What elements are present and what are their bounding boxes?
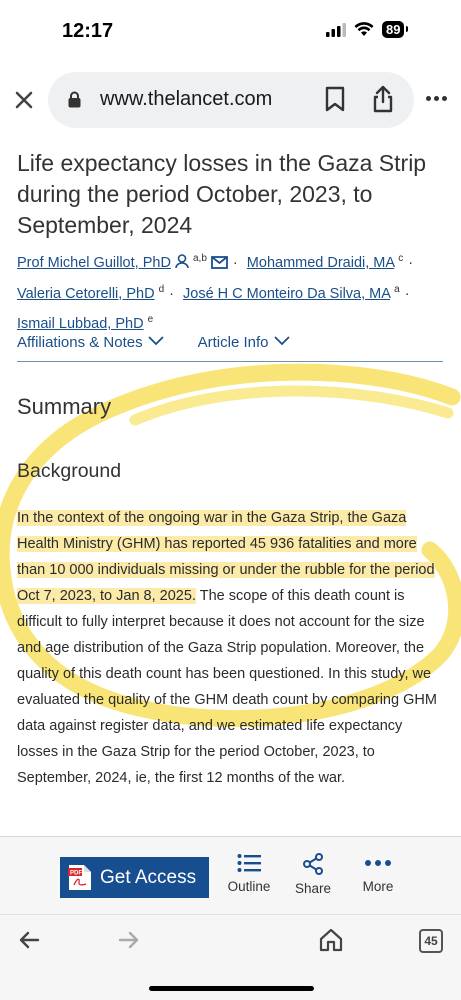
share-label: Share [294, 881, 332, 896]
outline-label: Outline [227, 879, 271, 894]
chevron-down-icon [148, 334, 164, 346]
share-nodes-icon [302, 853, 324, 875]
list-icon [237, 853, 261, 873]
author-link[interactable]: José H C Monteiro Da Silva, MA [183, 285, 391, 302]
svg-text:PDF: PDF [70, 870, 82, 877]
author-list: Prof Michel Guillot, PhD $^{a,b}$ · Mohammed Draidi, MA $^c$ · Valeria Cetorelli, PhD $^d$ · José H C Monteiro Da Silva, MA $^a$ · Ismail Lubbad, PhD $^e$ [17, 253, 414, 332]
tab-label: Affiliations & Notes [17, 334, 143, 351]
author-link[interactable]: Prof Michel Guillot, PhD [17, 255, 171, 271]
browser-nav-bar [0, 914, 461, 1000]
affiliation-superscript: d [158, 283, 165, 295]
mail-icon[interactable] [211, 256, 228, 269]
address-bar[interactable] [48, 72, 414, 128]
chevron-down-icon [274, 334, 290, 346]
get-access-button[interactable] [60, 857, 209, 898]
more-button[interactable] [348, 853, 408, 894]
status-bar [0, 0, 461, 62]
person-icon[interactable] [175, 254, 189, 269]
abstract-text [17, 505, 447, 791]
tab-affiliations-notes[interactable] [17, 334, 164, 361]
highlighted-text: In the context of the ongoing war in the Gaza Strip, the Gaza Health Ministry (GHM) has reported 45 936 fatalities and more than 10 000 individuals missing or under the rubble for the period Oct 7, 2023, to Jan 8, 2025. [17, 510, 435, 604]
status-time: 12:17 [62, 20, 114, 42]
share-icon[interactable] [372, 85, 394, 113]
more-dots-icon [364, 853, 392, 873]
author-link[interactable]: Valeria Cetorelli, PhD [17, 285, 155, 302]
wifi-icon [354, 22, 374, 37]
battery-indicator: 89 [382, 21, 404, 38]
url-text: www.thelancet.com [100, 88, 273, 110]
tabs-count-button[interactable]: 45 [419, 929, 443, 953]
pdf-icon [68, 864, 92, 891]
tab-label: Article Info [197, 334, 269, 351]
author-link[interactable]: Mohammed Draidi, MA [246, 255, 395, 271]
background-heading: Background [17, 460, 122, 482]
summary-heading: Summary [17, 394, 112, 419]
affiliation-superscript: c [398, 253, 404, 264]
forward-arrow-icon[interactable] [118, 931, 140, 949]
author-link[interactable]: Ismail Lubbad, PhD [17, 316, 144, 332]
status-icons [326, 21, 404, 38]
affiliation-superscript: a [394, 283, 400, 295]
bookmark-icon[interactable] [324, 86, 346, 112]
close-button[interactable] [12, 88, 36, 112]
abstract-body: The scope of this death count is difficult to fully interpret because it does not account for the size and age distribution of the Gaza Strip population. Moreover, the quality of this death count has been questioned. In this study, we evaluated the quality of the GHM death count by comparing GHM data against register data, and we estimated life expectancy losses in the Gaza Strip for the period October, 2023, to September, 2024, ie, the first 12 months of the war. [17, 588, 437, 786]
back-arrow-icon[interactable] [18, 931, 40, 949]
more-options-icon[interactable] [426, 96, 447, 101]
home-icon[interactable] [319, 928, 343, 952]
article-title: Life expectancy losses in the Gaza Strip during the period October, 2023, to September, 2024 [17, 150, 427, 238]
share-button[interactable] [283, 853, 343, 896]
lock-icon [68, 91, 81, 108]
tab-article-info[interactable] [198, 334, 290, 361]
outline-button[interactable] [219, 853, 279, 894]
get-access-label: Get Access [100, 866, 197, 888]
close-icon [15, 91, 33, 109]
signal-icon [326, 23, 346, 37]
more-label: More [362, 879, 394, 894]
article-action-bar [0, 836, 461, 914]
article-tabs [17, 334, 443, 362]
affiliation-superscript: a,b [192, 253, 207, 264]
home-indicator [149, 986, 314, 991]
affiliation-superscript: e [147, 314, 154, 325]
